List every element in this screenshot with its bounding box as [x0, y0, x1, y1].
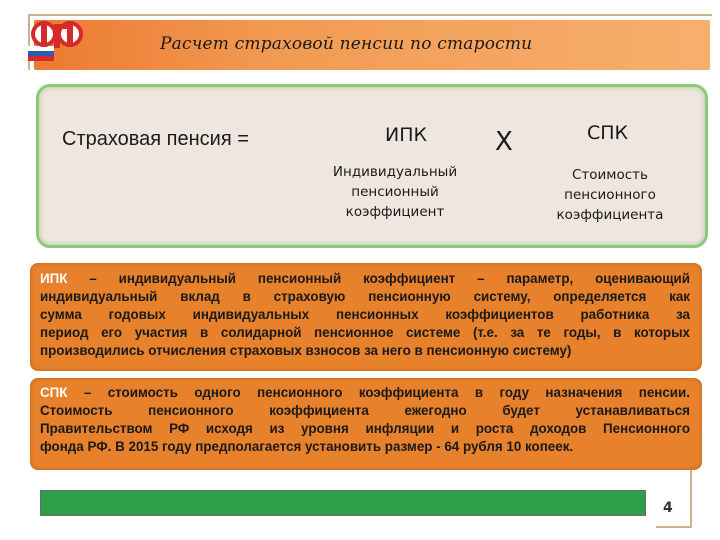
spk-description	[540, 165, 680, 225]
definition-line: период его участия в солидарной пенсионное системе (т.е. за те годы, в которых	[40, 325, 690, 340]
formula-ipk-label: ИПК	[385, 124, 427, 146]
definition-line: сумма годовых индивидуальных пенсионных коэффициентов работника за	[40, 307, 690, 322]
page-title: Расчет страховой пенсии по старости	[160, 34, 533, 54]
spk-lead: СПК	[40, 385, 68, 400]
footer-bar	[40, 490, 646, 516]
definition-line	[30, 270, 702, 288]
spk-desc-line: Стоимость	[571, 167, 648, 183]
footer-frame	[656, 526, 692, 528]
formula-times-sign: Х	[495, 127, 513, 157]
definition-line: Стоимость пенсионного коэффициента ежегодно будет устанавливаться	[40, 403, 690, 418]
footer-frame	[690, 470, 692, 528]
definition-text: – стоимость одного пенсионного коэффициента в году назначения пенсии.	[67, 385, 690, 400]
ipk-desc-line: коэффициент	[345, 204, 445, 220]
definition-line: производились отчисления страховых взносов за него в пенсионную систему)	[40, 343, 572, 358]
definition-line: Правительством РФ исходя из уровня инфляции и роста доходов Пенсионного	[40, 421, 690, 436]
ipk-description	[320, 162, 470, 222]
ipk-definition-box	[30, 263, 702, 371]
spk-desc-line: коэффициента	[556, 207, 664, 223]
formula-left-label: Страховая пенсия =	[62, 128, 249, 150]
ipk-lead: ИПК	[40, 271, 68, 286]
definition-line: фонда РФ. В 2015 году предполагается установить размер - 64 рубля 10 копеек.	[40, 439, 574, 454]
formula-spk-label: СПК	[587, 122, 629, 144]
ipk-desc-line: Индивидуальный	[332, 164, 458, 180]
spk-definition-box	[30, 378, 702, 470]
page-number: 4	[663, 500, 673, 516]
spk-desc-line: пенсионного	[564, 187, 656, 203]
definition-line: индивидуальный вклад в страховую пенсионную систему, определяется как	[40, 289, 690, 304]
definition-line	[30, 384, 702, 402]
definition-text: – индивидуальный пенсионный коэффициент – параметр, оценивающий	[67, 271, 690, 286]
ipk-desc-line: пенсионный	[351, 184, 439, 200]
pfr-logo-icon	[24, 16, 94, 64]
